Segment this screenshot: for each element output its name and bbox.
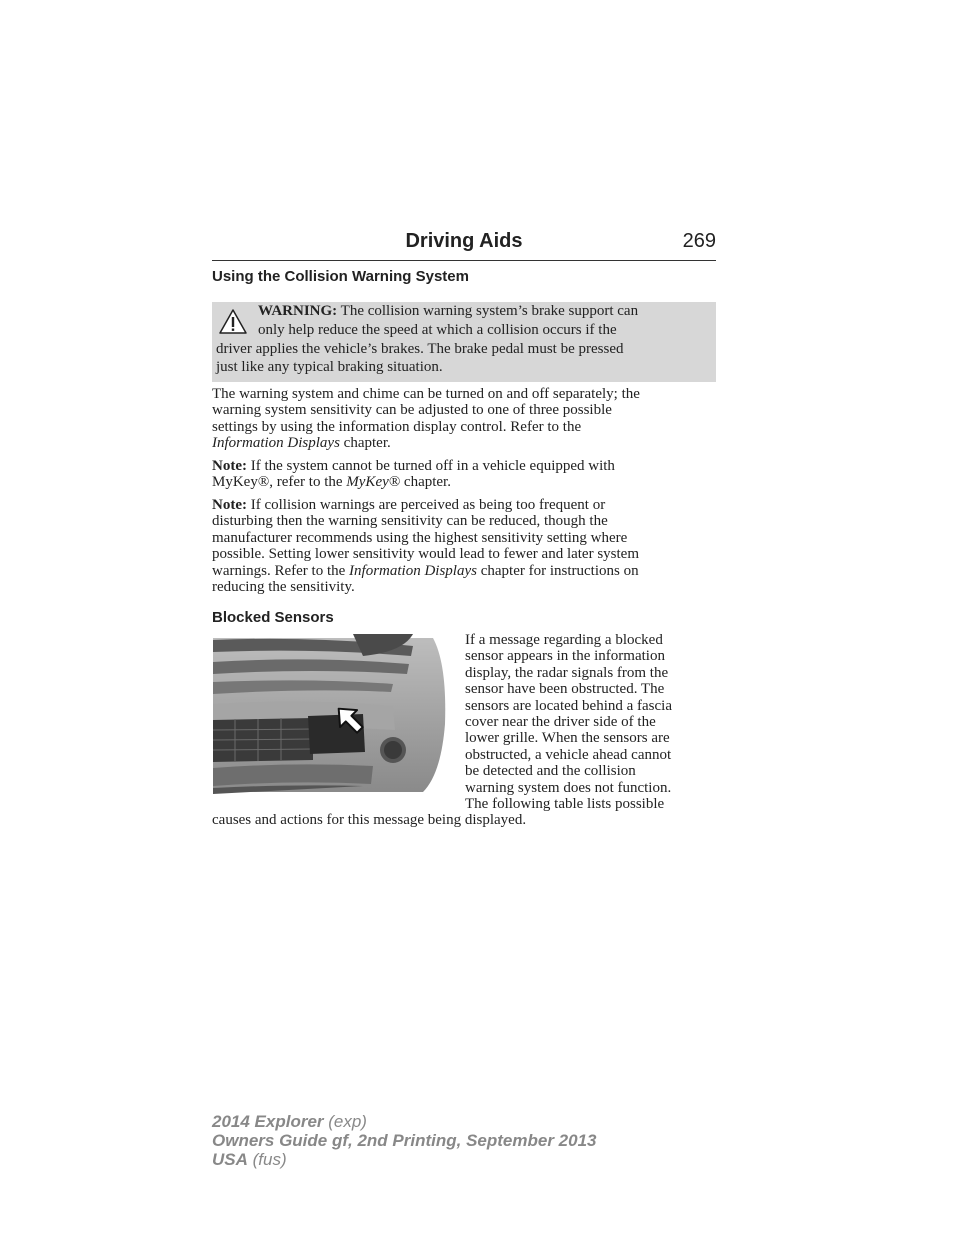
warning-box <box>212 302 716 382</box>
note-mykey: Note: If the system cannot be turned off in a vehicle equipped with MyKey®, refer to the MyKey® chapter. <box>212 458 615 491</box>
warning-line-3: driver applies the vehicle’s brakes. The brake pedal must be pressed <box>216 341 624 357</box>
page-header <box>212 228 716 261</box>
blocked-sensors-text: If a message regarding a blocked sensor appears in the information display, the radar signals from the sensor have been obstructed. The sensors are located behind a fascia cover near the driver side of the lower grille. When the sensors are obstructed, a vehicle ahead cannot be detected and the collision warning system does not function. The following table lists possible <box>465 632 672 813</box>
section-heading-blocked-sensors: Blocked Sensors <box>212 609 334 626</box>
section-heading-collision-warning: Using the Collision Warning System <box>212 268 469 285</box>
warning-line-4: just like any typical braking situation. <box>216 359 443 375</box>
note-label: Note: <box>212 458 247 474</box>
note-label: Note: <box>212 497 247 513</box>
chapter-title: Driving Aids <box>405 230 523 252</box>
paragraph-warning-system: The warning system and chime can be turned on and off separately; the warning system sensitivity can be adjusted to one of three possible settings by using the information display control. Refer to the Information Displays chapter. <box>212 386 640 452</box>
note-sensitivity: Note: If collision warnings are perceived as being too frequent or disturbing then the warning sensitivity can be reduced, though the manufacturer recommends using the highest sensitivity setting where possible. Setting lower sensitivity would lead to fewer and later system warnings. Refer to the Information Displays chapter for instructions on reducing the sensitivity. <box>212 497 640 596</box>
warning-triangle-icon <box>218 308 248 335</box>
grille-sensor-illustration <box>213 634 455 796</box>
page-footer: 2014 Explorer (exp) Owners Guide gf, 2nd Printing, September 2013 USA (fus) <box>212 1112 597 1169</box>
warning-line-1: WARNING: The collision warning system’s brake support can <box>258 303 639 319</box>
warning-line-2: only help reduce the speed at which a collision occurs if the <box>258 322 617 338</box>
warning-label: WARNING: <box>258 303 338 319</box>
blocked-sensors-text-continued: causes and actions for this message being displayed. <box>212 812 527 828</box>
page-number: 269 <box>682 230 716 252</box>
